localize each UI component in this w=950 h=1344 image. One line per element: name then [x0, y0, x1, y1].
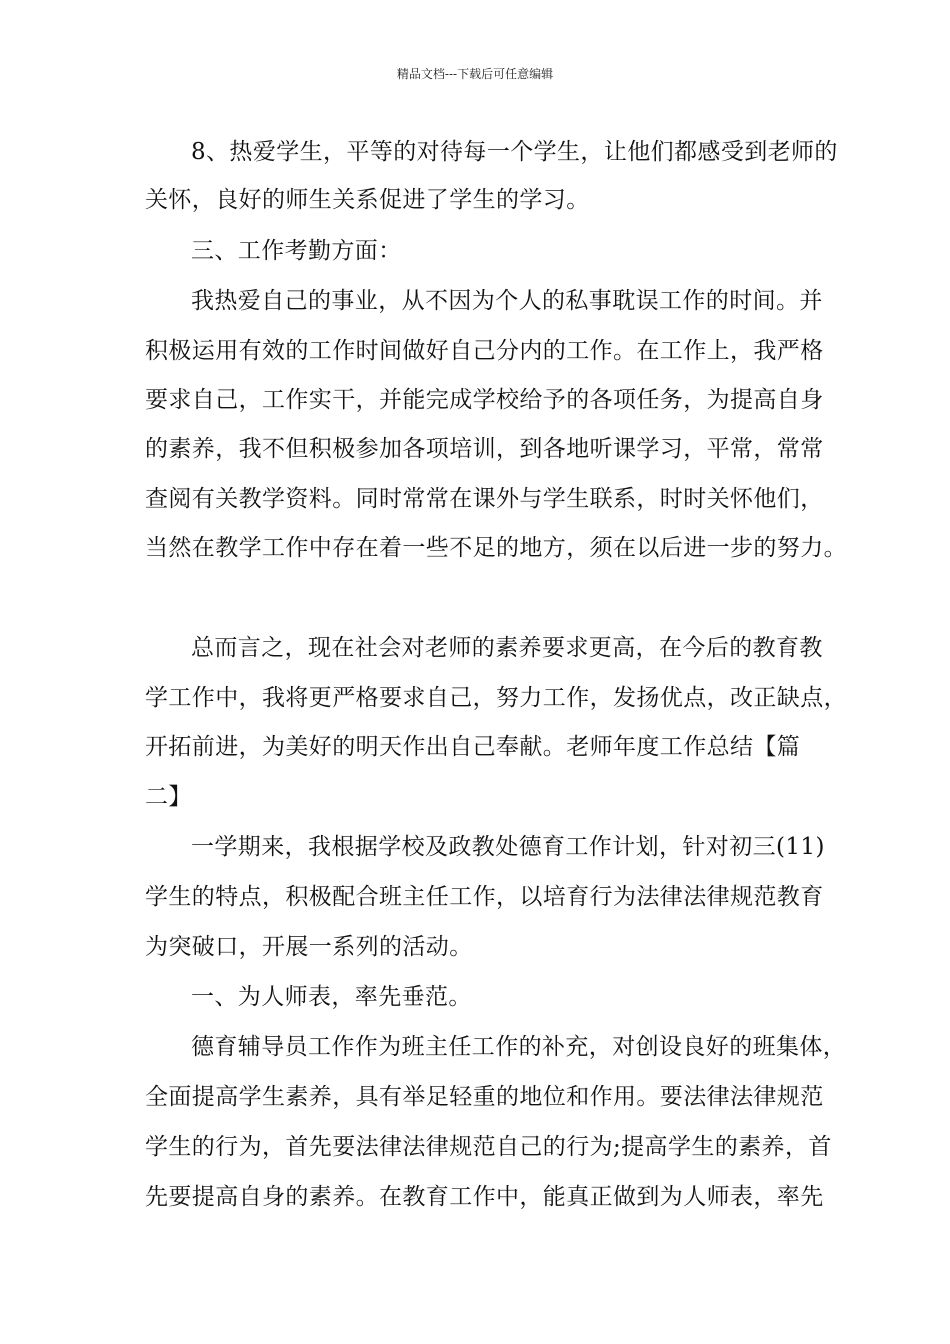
section-heading: 一、为人师表，率先垂范。	[191, 984, 472, 1010]
text-line: 学工作中，我将更严格要求自己，努力工作，发扬优点，改正缺点，	[145, 685, 847, 711]
text-line: 总而言之，现在社会对老师的素养要求更高，在今后的教育教	[191, 635, 823, 661]
text-line: 的素养，我不但积极参加各项培训，到各地听课学习，平常，常常	[145, 436, 824, 462]
text-line: 全面提高学生素养，具有举足轻重的地位和作用。要法律法律规范	[145, 1084, 824, 1110]
text-line: 积极运用有效的工作时间做好自己分内的工作。在工作上，我严格	[145, 338, 824, 364]
text-line: 德育辅导员工作作为班主任工作的补充，对创设良好的班集体，	[191, 1034, 847, 1060]
text-line: 要求自己，工作实干，并能完成学校给予的各项任务，为提高自身	[145, 387, 824, 413]
section-heading: 三、工作考勤方面：	[191, 238, 402, 264]
text-line: 当然在教学工作中存在着一些不足的地方，须在以后进一步的努力。	[145, 535, 847, 561]
text-line: 先要提高自身的素养。在教育工作中，能真正做到为人师表，率先	[145, 1184, 824, 1210]
text-line: 关怀，良好的师生关系促进了学生的学习。	[145, 187, 590, 213]
text-line: 8、热爱学生，平等的对待每一个学生，让他们都感受到老师的	[191, 139, 838, 165]
text-line: 查阅有关教学资料。同时常常在课外与学生联系，时时关怀他们，	[145, 486, 824, 512]
text-line: 二】	[145, 784, 192, 810]
text-line: 开拓前进，为美好的明天作出自己奉献。老师年度工作总结【篇	[145, 734, 801, 760]
text-line: 为突破口，开展一系列的活动。	[145, 934, 473, 960]
text-line: 学生的行为，首先要法律法律规范自己的行为;提高学生的素养，首	[145, 1134, 832, 1160]
text-line: 我热爱自己的事业，从不因为个人的私事耽误工作的时间。并	[191, 288, 823, 314]
text-line: 一学期来，我根据学校及政教处德育工作计划，针对初三(11)	[191, 834, 825, 860]
text-line: 学生的特点，积极配合班主任工作，以培育行为法律法律规范教育	[145, 884, 824, 910]
page-header: 精品文档---下载后可任意编辑	[396, 67, 554, 81]
